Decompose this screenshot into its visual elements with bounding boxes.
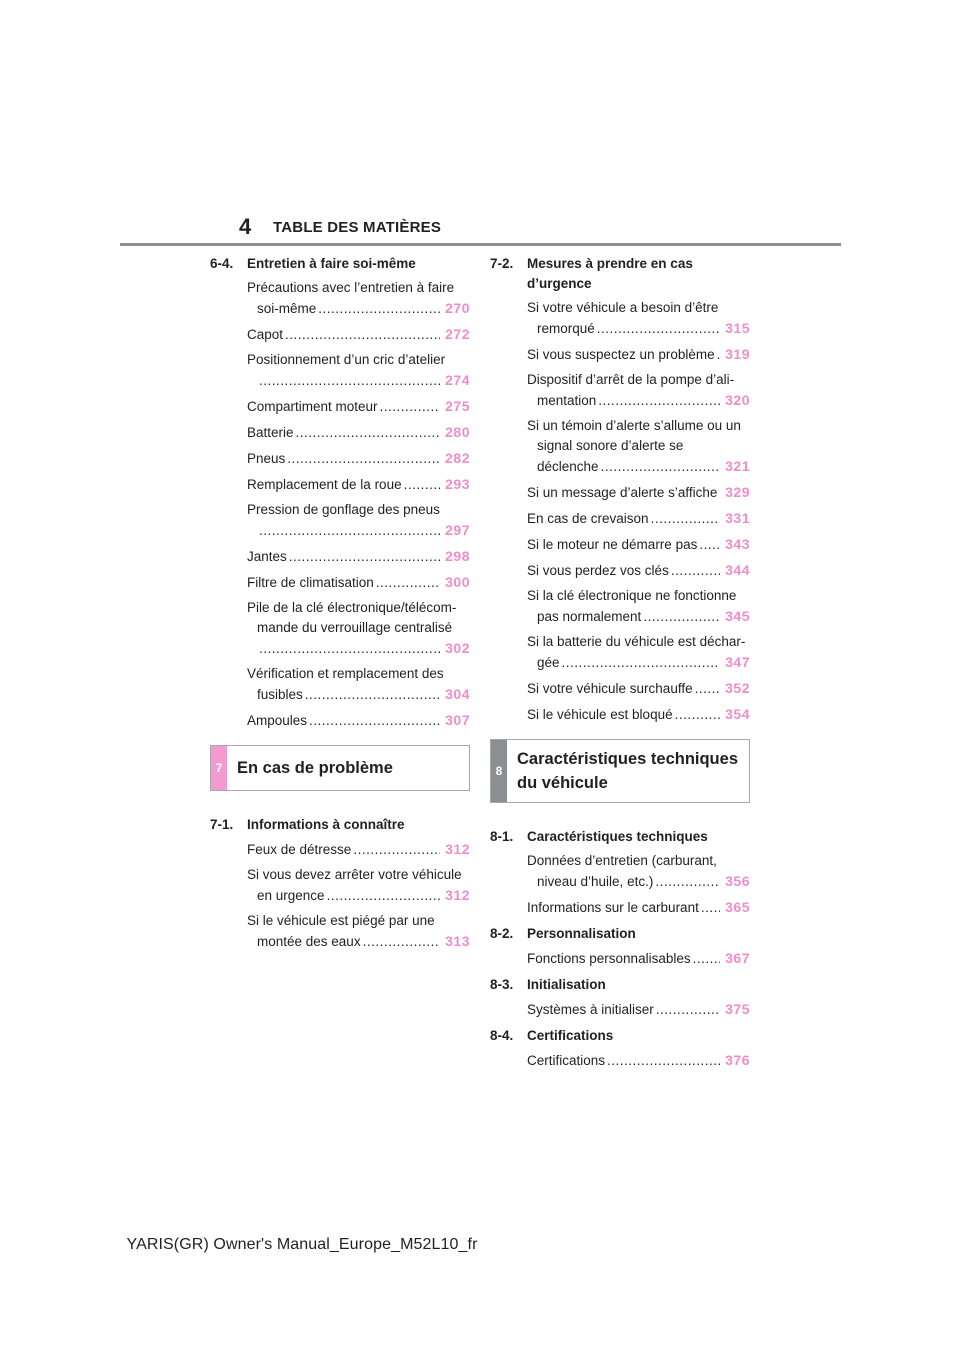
- toc-entry-leader-row: [247, 448, 470, 469]
- toc-entry[interactable]: [247, 546, 470, 567]
- toc-entry[interactable]: [527, 586, 750, 627]
- toc-entry[interactable]: [247, 474, 470, 495]
- page-link[interactable]: 293: [445, 476, 470, 492]
- toc-entry-label: Jantes: [247, 549, 287, 564]
- section-heading-8-1: [490, 827, 750, 847]
- dot-leader: [287, 449, 440, 469]
- page-link[interactable]: 354: [725, 706, 750, 722]
- toc-entry-label: pas normalement: [537, 609, 642, 624]
- toc-entry[interactable]: [527, 416, 750, 477]
- toc-entry[interactable]: [527, 482, 750, 503]
- toc-entry-label: Si un message d’alerte s’affiche: [527, 485, 718, 500]
- toc-entry-line: mande du verrouillage centralisé: [257, 620, 453, 635]
- page-link[interactable]: 331: [725, 510, 750, 526]
- toc-entry[interactable]: [527, 560, 750, 581]
- toc-entry-label: Si votre véhicule surchauffe: [527, 681, 693, 696]
- section-number: 6-4.: [210, 256, 234, 271]
- toc-entry-label: Fonctions personnalisables: [527, 951, 691, 966]
- page-link[interactable]: 352: [725, 680, 750, 696]
- toc-entry-leader-row: [527, 456, 750, 477]
- section-title: Entretien à faire soi-même: [247, 256, 416, 271]
- toc-entry[interactable]: [247, 396, 470, 417]
- toc-entry-line: Positionnement d’un cric d’atelier: [247, 352, 446, 367]
- toc-entry-leader-row: [247, 474, 470, 495]
- page-link[interactable]: 280: [445, 424, 470, 440]
- footer-text: YARIS(GR) Owner's Manual_Europe_M52L10_fr: [126, 1236, 478, 1253]
- chapter-title: [507, 740, 748, 802]
- dot-leader: [404, 475, 440, 495]
- toc-entry-label: mentation: [537, 393, 597, 408]
- dot-leader: [562, 653, 720, 673]
- page-link[interactable]: 347: [725, 654, 750, 670]
- toc-entry[interactable]: [247, 911, 470, 952]
- dot-leader: [305, 685, 440, 705]
- page-link[interactable]: 304: [445, 686, 470, 702]
- dot-leader: [671, 561, 720, 581]
- toc-entry-label: niveau d’huile, etc.): [537, 874, 654, 889]
- dot-leader: [285, 325, 440, 345]
- section-entries: [490, 948, 750, 969]
- toc-entry[interactable]: [527, 897, 750, 918]
- section-entries: [490, 999, 750, 1020]
- dot-leader: [598, 391, 720, 411]
- toc-entry[interactable]: [247, 664, 470, 705]
- toc-entry-leader-row: [247, 422, 470, 443]
- toc-entry-line: Pression de gonflage des pneus: [247, 502, 440, 517]
- toc-entry-line: Données d’entretien (carburant,: [527, 853, 717, 868]
- toc-entry-leader-row: [527, 948, 750, 969]
- toc-entry-label: déclenche: [537, 459, 599, 474]
- toc-entry[interactable]: [247, 324, 470, 345]
- dot-leader: [699, 535, 720, 555]
- dot-leader: [695, 679, 720, 699]
- section-title: Caractéristiques techniques: [527, 829, 708, 844]
- section-entries: [210, 278, 470, 731]
- toc-entry-line: Si le véhicule est piégé par une: [247, 913, 435, 928]
- dot-leader: [643, 607, 720, 627]
- chapter-7-banner[interactable]: [210, 745, 470, 791]
- toc-entry-leader-row: [527, 678, 750, 699]
- page-link[interactable]: 275: [445, 398, 470, 414]
- toc-entry-leader-row: [527, 704, 750, 725]
- toc-entry[interactable]: [527, 298, 750, 339]
- section-title: [527, 254, 750, 294]
- toc-entry-leader-row: [527, 1050, 750, 1071]
- page-link[interactable]: 343: [725, 536, 750, 552]
- header-divider: [120, 243, 841, 246]
- toc-entry-label: remorqué: [537, 321, 595, 336]
- toc-entry-leader-row: [247, 396, 470, 417]
- toc-entry[interactable]: [247, 839, 470, 860]
- toc-entry-leader-row: [527, 560, 750, 581]
- page-link[interactable]: 272: [445, 326, 470, 342]
- dot-leader: [380, 397, 440, 417]
- section-heading-7-2: [490, 254, 750, 294]
- page-link[interactable]: 376: [725, 1052, 750, 1068]
- toc-right-column: [490, 254, 750, 1076]
- dot-leader: [259, 371, 440, 391]
- dot-leader: [651, 509, 720, 529]
- toc-entry[interactable]: [527, 999, 750, 1020]
- section-entries: [490, 1050, 750, 1071]
- section-number: 7-2.: [490, 256, 514, 271]
- dot-leader: [701, 898, 720, 918]
- toc-entry-label: Informations sur le carburant: [527, 900, 699, 915]
- page-link[interactable]: 345: [725, 608, 750, 624]
- page-link[interactable]: 329: [725, 484, 750, 500]
- header-title: TABLE DES MATIÈRES: [273, 219, 442, 236]
- toc-entry[interactable]: [527, 948, 750, 969]
- toc-entry[interactable]: [527, 678, 750, 699]
- dot-leader: [259, 639, 440, 659]
- page-link[interactable]: 302: [445, 640, 470, 656]
- section-heading-7-1: [210, 815, 470, 835]
- toc-entry-leader-row: [247, 572, 470, 593]
- toc-entry-label: Si vous suspectez un problème: [527, 347, 715, 362]
- toc-entry[interactable]: [247, 710, 470, 731]
- toc-entry-label: gée: [537, 655, 560, 670]
- toc-entry[interactable]: [247, 350, 470, 391]
- toc-entry-leader-row: [527, 871, 750, 892]
- toc-entry-leader-row: [247, 684, 470, 705]
- toc-entry-label: Si le moteur ne démarre pas: [527, 537, 698, 552]
- toc-entry[interactable]: [527, 704, 750, 725]
- chapter-title: En cas de problème: [237, 759, 393, 777]
- toc-entry-leader-row: [527, 652, 750, 673]
- toc-entry-line: Précautions avec l’entretien à faire: [247, 280, 455, 295]
- dot-leader: [717, 345, 720, 365]
- toc-entry-leader-row: [247, 370, 470, 391]
- page-link[interactable]: 365: [725, 899, 750, 915]
- page-number: 4: [239, 214, 252, 239]
- toc-entry[interactable]: [247, 572, 470, 593]
- toc-entry-leader-row: [247, 546, 470, 567]
- toc-entry-label: Compartiment moteur: [247, 399, 378, 414]
- dot-leader: [363, 932, 440, 952]
- toc-entry[interactable]: [527, 632, 750, 673]
- toc-entry-line: Dispositif d’arrêt de la pompe d’ali-: [527, 372, 735, 387]
- toc-entry-leader-row: [527, 606, 750, 627]
- page-link[interactable]: 367: [725, 950, 750, 966]
- toc-entry-leader-row: [527, 999, 750, 1020]
- page-link[interactable]: 313: [445, 933, 470, 949]
- page-link[interactable]: 315: [725, 320, 750, 336]
- toc-entry-line: Si vous devez arrêter votre véhicule: [247, 867, 462, 882]
- page-link[interactable]: 312: [445, 841, 470, 857]
- toc-entry[interactable]: [527, 344, 750, 365]
- toc-entry-leader-row: [527, 534, 750, 555]
- page-link[interactable]: 312: [445, 887, 470, 903]
- toc-entry-line: Si votre véhicule a besoin d’être: [527, 300, 719, 315]
- dot-leader: [296, 423, 440, 443]
- section-entries: [490, 851, 750, 918]
- dot-leader: [327, 886, 440, 906]
- toc-entry[interactable]: [247, 422, 470, 443]
- dot-leader: [289, 547, 440, 567]
- toc-entry[interactable]: [527, 534, 750, 555]
- page-link[interactable]: 320: [725, 392, 750, 408]
- dot-leader: [309, 711, 440, 731]
- page-link[interactable]: 298: [445, 548, 470, 564]
- dot-leader: [675, 705, 720, 725]
- section-number: 8-2.: [490, 926, 514, 941]
- toc-entry-label: soi-même: [257, 301, 317, 316]
- toc-entry-label: Systèmes à initialiser: [527, 1002, 654, 1017]
- toc-left-column: [210, 254, 470, 957]
- dot-leader: [719, 483, 720, 503]
- section-heading-6-4: [210, 254, 470, 274]
- toc-entry-leader-row: [247, 520, 470, 541]
- section-heading-8-2: [490, 924, 750, 944]
- dot-leader: [597, 319, 720, 339]
- toc-entry[interactable]: [527, 508, 750, 529]
- toc-entry-line: Si la clé électronique ne fonctionne: [527, 588, 737, 603]
- section-number: 8-4.: [490, 1028, 514, 1043]
- dot-leader: [353, 840, 440, 860]
- toc-entry-line: Si la batterie du véhicule est déchar-: [527, 634, 746, 649]
- page-link[interactable]: 375: [725, 1001, 750, 1017]
- section-title: Initialisation: [527, 977, 606, 992]
- page-link[interactable]: 307: [445, 712, 470, 728]
- dot-leader: [693, 949, 720, 969]
- toc-entry-leader-row: [527, 390, 750, 411]
- toc-entry-leader-row: [247, 324, 470, 345]
- toc-entry[interactable]: [247, 448, 470, 469]
- toc-entry-label: Ampoules: [247, 713, 308, 728]
- toc-entry-label: en urgence: [257, 888, 325, 903]
- dot-leader: [655, 872, 720, 892]
- dot-leader: [318, 299, 440, 319]
- dot-leader: [656, 1000, 720, 1020]
- toc-entry[interactable]: [527, 1050, 750, 1071]
- dot-leader: [259, 521, 440, 541]
- toc-entry[interactable]: [247, 500, 470, 541]
- section-entries: [210, 839, 470, 952]
- page-link[interactable]: 297: [445, 522, 470, 538]
- toc-entry[interactable]: [247, 598, 470, 659]
- section-number: 7-1.: [210, 817, 234, 832]
- page-link[interactable]: 321: [725, 458, 750, 474]
- toc-entry[interactable]: [527, 370, 750, 411]
- toc-entry-label: Feux de détresse: [247, 842, 352, 857]
- toc-entry-label: Si le véhicule est bloqué: [527, 707, 673, 722]
- toc-entry-label: En cas de crevaison: [527, 511, 649, 526]
- toc-entry-leader-row: [527, 482, 750, 503]
- page-link[interactable]: 300: [445, 574, 470, 590]
- toc-entry-leader-row: [247, 931, 470, 952]
- section-entries: [490, 298, 750, 725]
- toc-entry-label: Pneus: [247, 451, 286, 466]
- toc-entry-leader-row: [527, 344, 750, 365]
- toc-entry-label: Capot: [247, 327, 284, 342]
- chapter-tab: 7: [211, 746, 227, 790]
- section-number: 8-3.: [490, 977, 514, 992]
- section-title-line: d’urgence: [527, 276, 592, 291]
- dot-leader: [607, 1051, 720, 1071]
- page-link[interactable]: 344: [725, 562, 750, 578]
- toc-entry-leader-row: [247, 885, 470, 906]
- toc-entry[interactable]: [247, 865, 470, 906]
- toc-entry-label: Remplacement de la roue: [247, 477, 402, 492]
- toc-entry-leader-row: [527, 897, 750, 918]
- toc-entry-label: fusibles: [257, 687, 303, 702]
- toc-entry[interactable]: [527, 851, 750, 892]
- toc-entry-label: Batterie: [247, 425, 294, 440]
- toc-entry-leader-row: [247, 638, 470, 659]
- toc-entry-label: Certifications: [527, 1053, 606, 1068]
- toc-entry-line: Vérification et remplacement des: [247, 666, 444, 681]
- dot-leader: [601, 457, 720, 477]
- section-title-line: Mesures à prendre en cas: [527, 256, 693, 271]
- page-link[interactable]: 356: [725, 873, 750, 889]
- section-number: 8-1.: [490, 829, 514, 844]
- toc-entry-label: montée des eaux: [257, 934, 361, 949]
- section-title: Personnalisation: [527, 926, 636, 941]
- toc-entry-line: Si un témoin d’alerte s’allume ou un: [527, 418, 741, 433]
- chapter-tab: 8: [491, 740, 507, 802]
- toc-entry-leader-row: [247, 710, 470, 731]
- page-link[interactable]: 270: [445, 300, 470, 316]
- toc-entry-leader-row: [527, 508, 750, 529]
- chapter-title-line: du véhicule: [517, 774, 608, 792]
- page-link[interactable]: 274: [445, 372, 470, 388]
- toc-entry[interactable]: [247, 278, 470, 319]
- chapter-8-banner[interactable]: [490, 739, 750, 803]
- chapter-title-line: Caractéristiques techniques: [517, 750, 738, 768]
- toc-entry-line: signal sonore d’alerte se: [537, 438, 684, 453]
- page-footer: [0, 1236, 960, 1254]
- section-heading-8-4: [490, 1026, 750, 1046]
- toc-entry-leader-row: [247, 298, 470, 319]
- toc-entry-line: Pile de la clé électronique/télécom-: [247, 600, 457, 615]
- dot-leader: [376, 573, 440, 593]
- section-heading-8-3: [490, 975, 750, 995]
- page-link[interactable]: 282: [445, 450, 470, 466]
- toc-entry-leader-row: [247, 839, 470, 860]
- page-link[interactable]: 319: [725, 346, 750, 362]
- toc-entry-leader-row: [527, 318, 750, 339]
- section-title: Certifications: [527, 1028, 614, 1043]
- section-title: Informations à connaître: [247, 817, 405, 832]
- toc-entry-label: Filtre de climatisation: [247, 575, 374, 590]
- toc-entry-label: Si vous perdez vos clés: [527, 563, 669, 578]
